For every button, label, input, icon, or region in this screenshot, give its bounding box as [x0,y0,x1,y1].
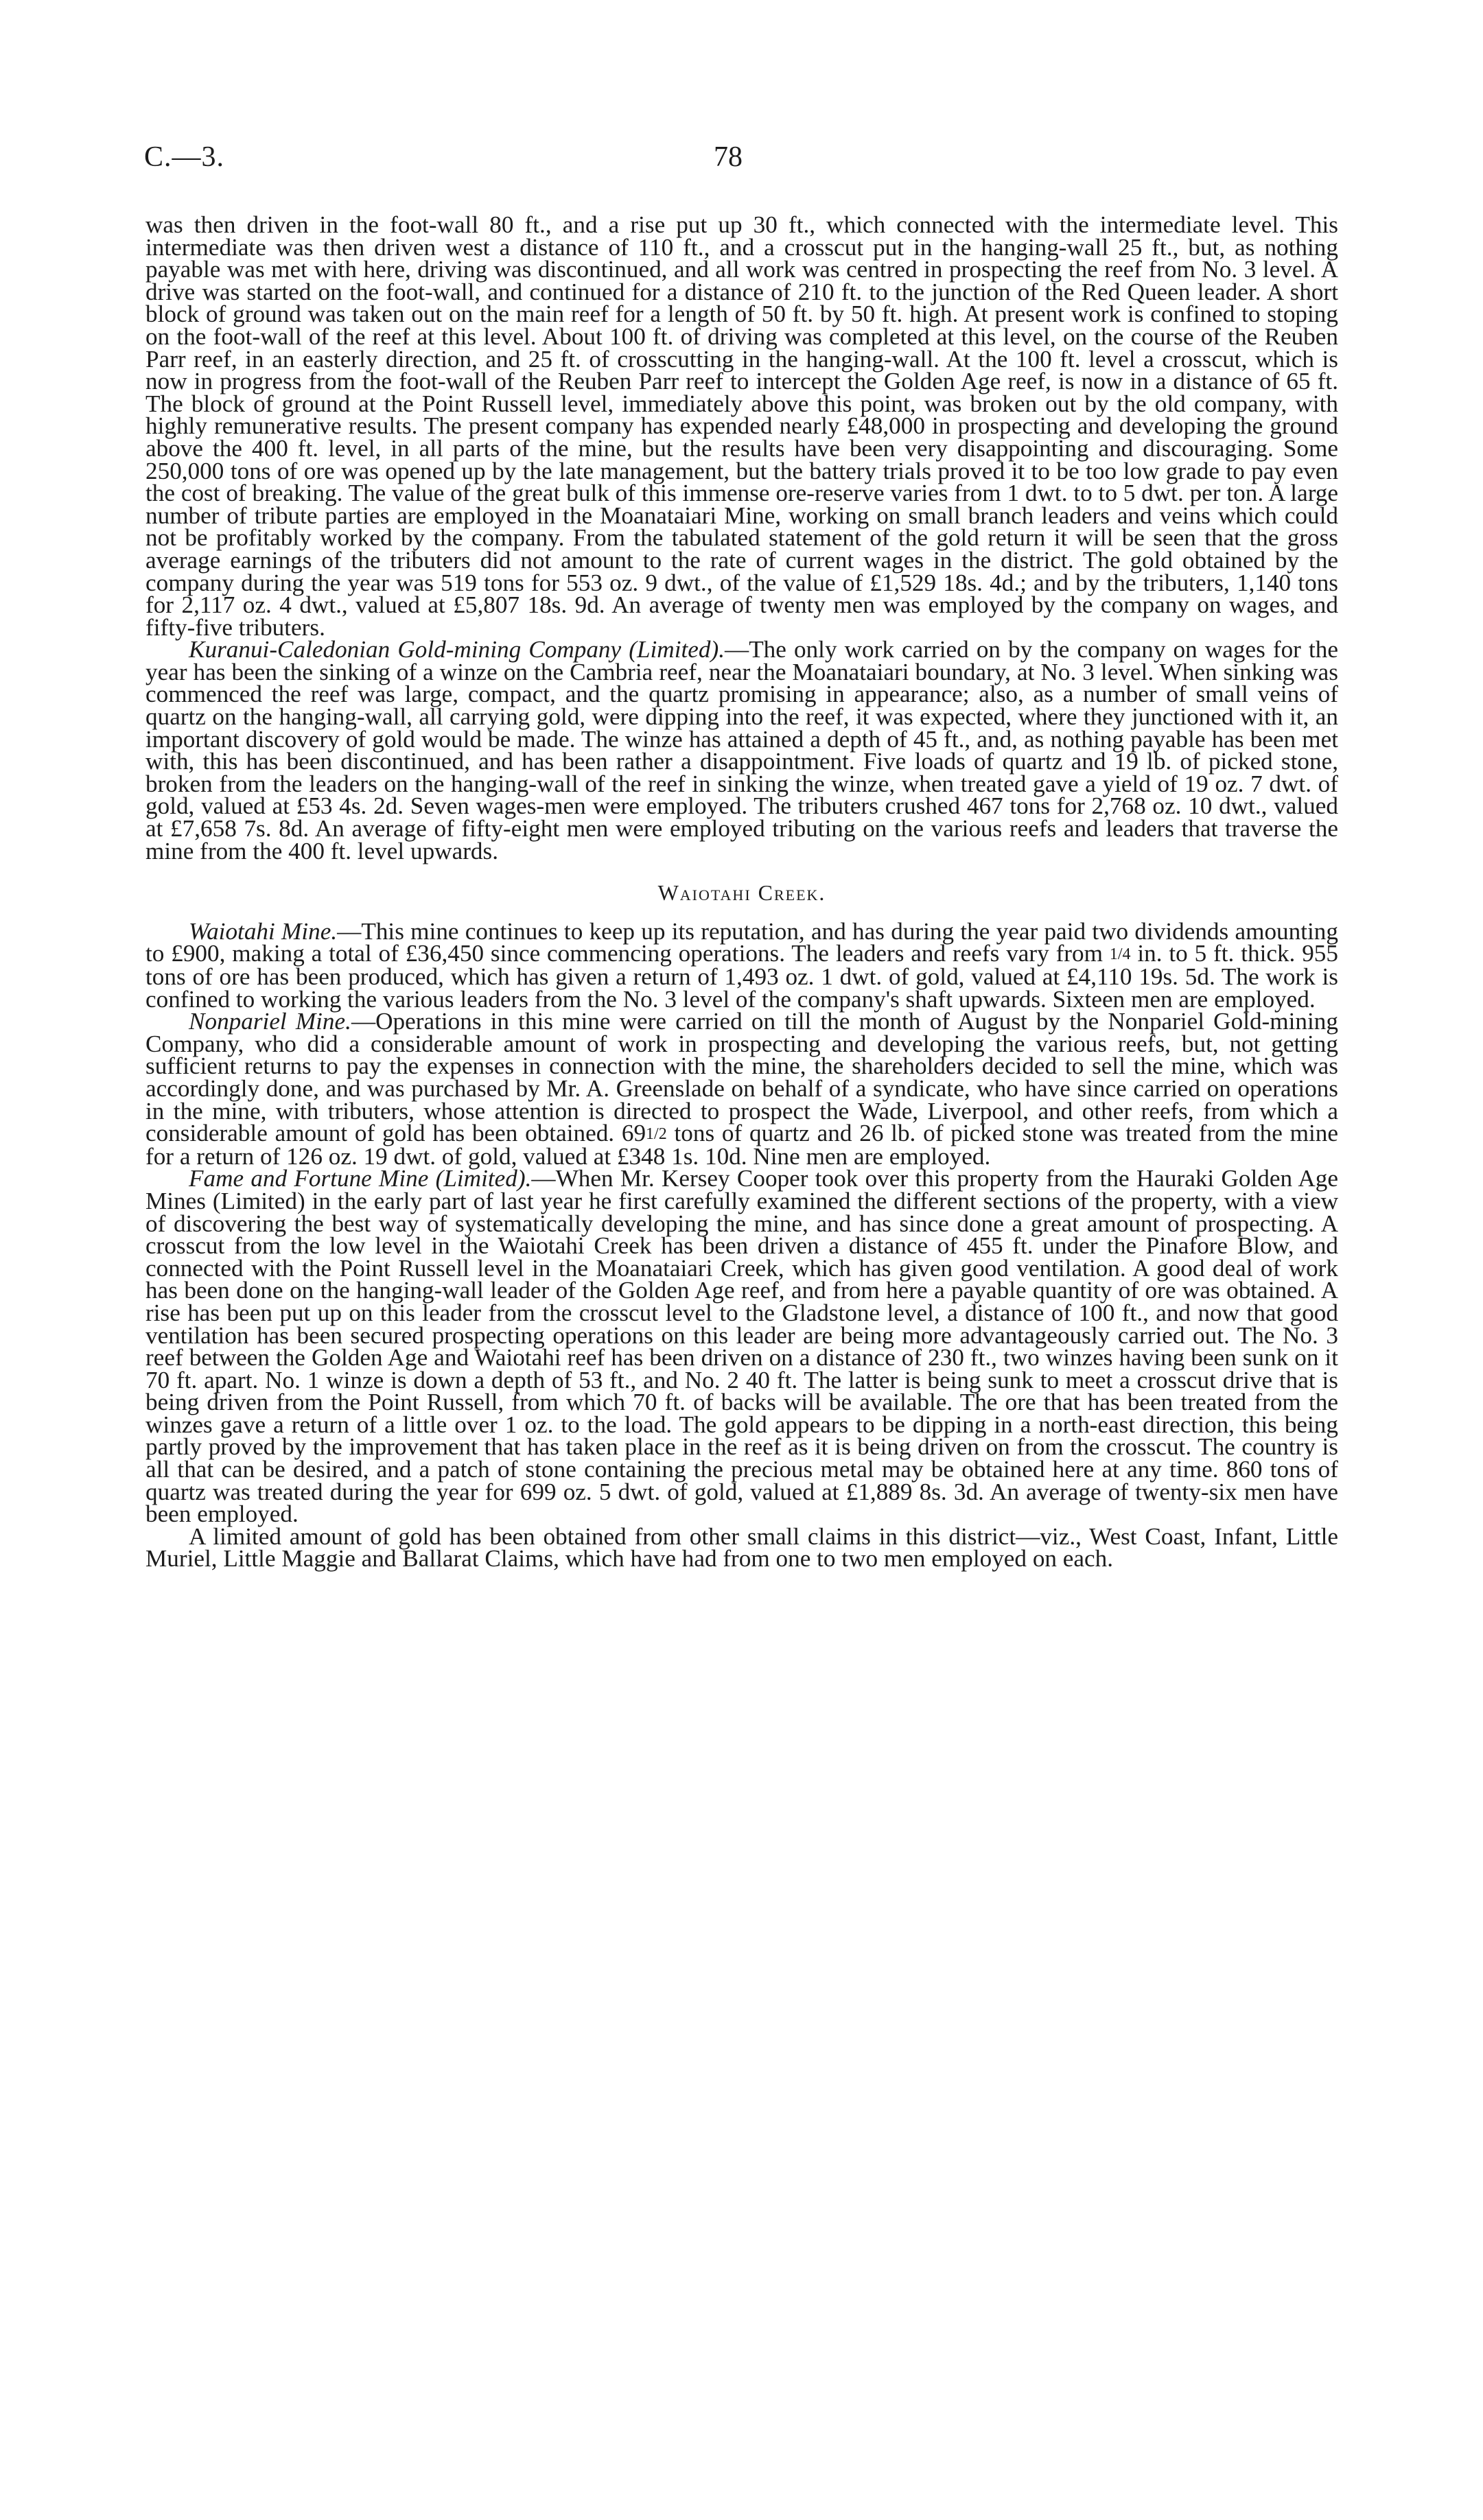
paragraph-text: —This mine continues to keep up its reputation, and has during the year paid two dividends amounting to £900, making a total of £36,450 since commencing operations. The leaders and reefs vary from [145,917,1338,967]
paragraph-other-claims [145,1522,1338,1573]
report-body [145,211,1338,1573]
paragraph-lead: Waiotahi Mine. [189,917,338,945]
paragraph-fame-and-fortune [145,1165,1338,1528]
page-header [0,141,1483,182]
paragraph-text: tons of quartz and 26 lb. of picked stone was treated from the mine for a return of 126 oz. 19 dwt. of gold, valued at £348 1s. 10d. Nine men are employed. [145,1120,1338,1170]
paragraph-text: —Operations in this mine were carried on till the month of August by the Nonpariel Gold-mining Company, who did a considerable amount of work in prospecting and developing the various reefs, but, not getting sufficient returns to pay the expenses in connection with the mine, the shareholders decided to sell the mine, which was accordingly done, and was purchased by Mr. A. Greenslade on behalf of a syndicate, who have since carried on operations in the mine, with tributers, whose attention is directed to prospect the Wade, Liverpool, and other reefs, from which a considerable amount of gold has been obtained. 69 [145,1008,1338,1147]
paragraph-nonpariel-mine [145,1008,1338,1170]
paragraph-kuranui-caledonian [145,636,1338,864]
paragraph-lead: Kuranui-Caledonian Gold-mining Company (Limited). [189,636,725,663]
paragraph-text: A limited amount of gold has been obtained from other small claims in this district—viz., West Coast, Infant, Little Muriel, Little Maggie and Ballarat Claims, which have had from one to two men employed on each. [145,1522,1338,1573]
paragraph-lead: Fame and Fortune Mine (Limited). [189,1165,532,1192]
fraction: 1/2 [646,1125,667,1144]
paragraph-text: —When Mr. Kersey Cooper took over this property from the Hauraki Golden Age Mines (Limited) in the early part of last year he first carefully examined the different sections of the property, with a view of discovering the best way of systematically developing the mine, and has since done a great amount of prospecting. A crosscut from the low level in the Waiotahi Creek has been driven a distance of 455 ft. under the Pinafore Blow, and connected with the Point Russell level in the Moanataiari Creek, which has given good ventilation. A good deal of work has been done on the hanging-wall leader of the Golden Age reef, and from here a payable quantity of ore was obtained. A rise has been put up on this leader from the crosscut level to the Gladstone level, a distance of 100 ft., and now that good ventilation has been secured prospecting operations on this leader are being more advantageously carried out. The No. 3 reef between the Golden Age and Waiotahi reef has been driven on a distance of 230 ft., two winzes having been sunk on it 70 ft. apart. No. 1 winze is down a depth of 53 ft., and No. 2 40 ft. The latter is being sunk to meet a crosscut drive that is being driven from the Point Russell, from which 70 ft. of backs will be available. The ore that has been treated from the winzes gave a return of a little over 1 oz. to the load. The gold appears to be dipping in a north-east direction, this being partly proved by the improvement that has taken place in the reef as it is being driven on from the crosscut. The country is all that can be desired, and a patch of stone containing the precious metal may be obtained here at any time. 860 tons of quartz was treated during the year for 699 oz. 5 dwt. of gold, valued at £1,889 8s. 3d. An average of twenty-six men have been employed. [145,1165,1338,1528]
paragraph-text: was then driven in the foot-wall 80 ft., and a rise put up 30 ft., which connected with the intermediate level. This intermediate was then driven west a distance of 110 ft., and a crosscut put in the hanging-wall 25 ft., but, as nothing payable was met with here, driving was discontinued, and all work was centred in prospecting the reef from No. 3 level. A drive was started on the foot-wall, and continued for a distance of 210 ft. to the junction of the Red Queen leader. A short block of ground was taken out on the main reef for a length of 50 ft. by 50 ft. high. At present work is confined to stoping on the foot-wall of the reef at this level. About 100 ft. of driving was completed at this level, on the course of the Reuben Parr reef, in an easterly direction, and 25 ft. of crosscutting in the hanging-wall. At the 100 ft. level a crosscut, which is now in progress from the foot-wall of the Reuben Parr reef to intercept the Golden Age reef, is now in a distance of 65 ft. The block of ground at the Point Russell level, immediately above this point, was broken out by the old company, with highly remunerative results. The present company has expended nearly £48,000 in prospecting and developing the ground above the 400 ft. level, in all parts of the mine, but the results have been very disappointing and discouraging. Some 250,000 tons of ore was opened up by the late management, but the battery trials proved it to be too low grade to pay even the cost of breaking. The value of the great bulk of this immense ore-reserve varies from 1 dwt. to to 5 dwt. per ton. A large number of tribute parties are employed in the Moanataiari Mine, working on small branch leaders and veins which could not be profitably worked by the company. From the tabulated statement of the gold return it will be seen that the gross average earnings of the tributers did not amount to the rate of current wages in the district. The gold obtained by the company during the year was 519 tons for 553 oz. 9 dwt., of the value of £1,529 18s. 4d.; and by the tributers, 1,140 tons for 2,117 oz. 4 dwt., valued at £5,807 18s. 9d. An average of twenty men was employed by the company on wages, and fifty-five tributers. [145,211,1338,641]
report-code: C.—3. [144,141,225,173]
paragraph-moanataiari-continued [145,211,1338,641]
section-heading: Waiotahi Creek. [657,880,826,906]
paragraph-text: —The only work carried on by the company on wages for the year has been the sinking of a winze on the Cambria reef, near the Moanataiari boundary, at No. 3 level. When sinking was commenced the reef was large, compact, and the quartz promising in appearance; also, as a number of small veins of quartz on the hanging-wall, all carrying gold, were dipping into the reef, it was expected, where they junctioned with it, an important discovery of gold would be made. The winze has attained a depth of 45 ft., and, as nothing payable has been met with, this has been discontinued, and has been rather a disappointment. Five loads of quartz and 19 lb. of picked stone, broken from the leaders on the hanging-wall of the reef in sinking the winze, when treated gave a yield of 19 oz. 7 dwt. of gold, valued at £53 4s. 2d. Seven wages-men were employed. The tributers crushed 467 tons for 2,768 oz. 10 dwt., valued at £7,658 7s. 8d. An average of fifty-eight men were employed tributing on the various reefs and leaders that traverse the mine from the 400 ft. level upwards. [145,636,1338,864]
paragraph-waiotahi-mine [145,917,1338,1013]
fraction: 1/4 [1109,945,1131,964]
paragraph-text: in. to 5 ft. thick. 955 tons of ore has been produced, which has given a return of 1,493 oz. 1 dwt. of gold, valued at £4,110 19s. 5d. The work is confined to working the various leaders from the No. 3 level of the company's shaft upwards. Sixteen men are employed. [145,940,1338,1013]
page-number: 78 [714,141,743,173]
paragraph-lead: Nonpariel Mine. [189,1008,351,1035]
